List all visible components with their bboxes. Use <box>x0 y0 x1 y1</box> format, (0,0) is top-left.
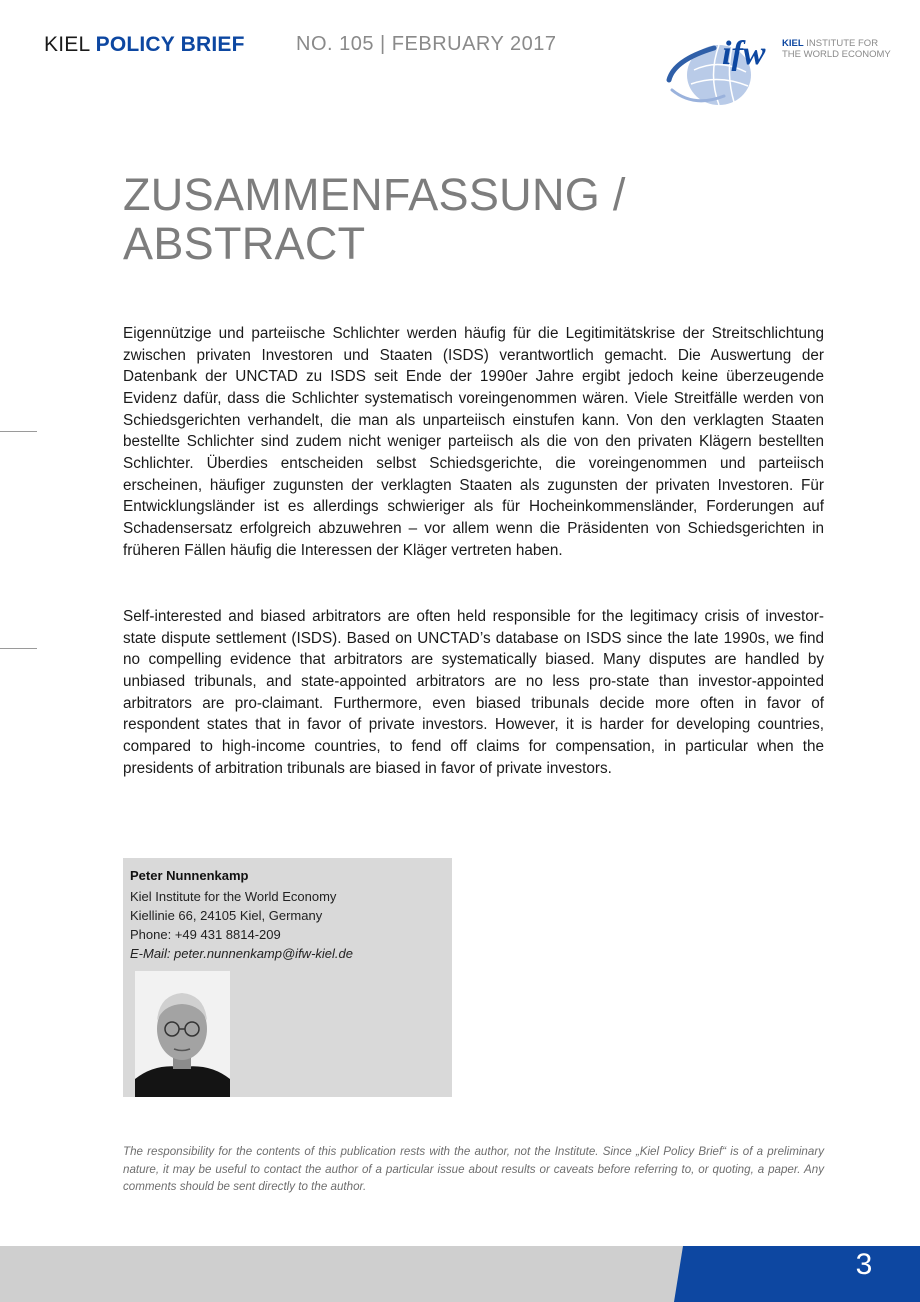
author-info-box <box>123 858 452 1097</box>
logo-text <box>782 39 891 60</box>
logo-line2: THE WORLD ECONOMY <box>782 48 891 60</box>
abstract-english: Self-interested and biased arbitrators are often held responsible for the legitimacy crisis of investor-state dispute settlement (ISDS). Based on UNCTAD’s database on ISDS since the late 1990s, we find no compelling evidence that arbitrators are systematically biased. Many disputes are handled by unbiased tribunals, and state-appointed arbitrators are no less pro-state than investor-appointed arbitrators are pro-claimant. Furthermore, even biased tribunals decide more often in favor of respondent states that in favor of private investors. However, it is harder for developing countries, compared to high-income countries, to fend off claims for compensation, in particular when the presidents of arbitration tribunals are biased in favor of private investors. <box>123 608 824 777</box>
ifw-logo <box>664 20 904 110</box>
page-number: 3 <box>855 1248 873 1281</box>
author-name: Peter Nunnenkamp <box>130 868 249 883</box>
author-phone: Phone: +49 431 8814-209 <box>130 927 281 942</box>
fold-mark-middle <box>0 648 37 649</box>
fold-mark-top <box>0 431 37 432</box>
page-title <box>123 170 626 268</box>
page-title-line1: ZUSAMMENFASSUNG / <box>123 169 626 220</box>
author-email[interactable]: E-Mail: peter.nunnenkamp@ifw-kiel.de <box>130 946 353 961</box>
series-title-policy-brief: POLICY BRIEF <box>95 33 245 56</box>
logo-line1: INSTITUTE FOR <box>806 38 879 49</box>
series-title <box>44 33 245 57</box>
author-institute: Kiel Institute for the World Economy <box>130 889 337 904</box>
footer-page-tab <box>0 1246 920 1302</box>
abstract-german: Eigennützige und parteiische Schlichter werden häufig für die Legitimitätskrise der Streitschlichtung zwischen privaten Investoren und Staaten (ISDS) verantwortlich gemacht. Die Auswertung der Datenbank der UNCTAD zu ISDS seit Ende der 1990er Jahre ergibt jedoch keine überzeugende Evidenz dafür, dass die Schlichter systematisch voreingenommen wären. Viele Streitfälle werden von Schiedsgerichten verhandelt, die man als unparteiisch einstufen kann. Von den verklagten Staaten bestellte Schlichter sind zudem nicht weniger parteiisch als die von den privaten Klägern bestellten Schlichter. Überdies entscheiden selbst Schiedsgerichte, die voreingenommen und parteiisch erscheinen, häufiger zugunsten der verklagten Staaten als zugunsten der privaten Investoren. Für Entwicklungsländer ist es allerdings schwieriger als für Hocheinkommensländer, Forderungen auf Schadensersatz erfolgreich abzuwehren – vor allem wenn die Präsidenten von Schiedsgerichten in früheren Fällen häufig die Interessen der Kläger vertreten haben. <box>123 325 824 559</box>
series-title-kiel: KIEL <box>44 33 90 56</box>
issue-info: NO. 105 | FEBRUARY 2017 <box>296 33 557 55</box>
logo-mark: ifw <box>722 35 766 72</box>
author-photo <box>135 971 230 1097</box>
disclaimer-text: The responsibility for the contents of this publication rests with the author, not the Institute. Since „Kiel Policy Brief“ is of a preliminary nature, it may be useful to contact the author of a particular issue about results or caveats before referring to, or quoting, a paper. Any comments should be sent directly to the author. <box>123 1145 824 1194</box>
page-title-line2: ABSTRACT <box>123 218 366 269</box>
author-address: Kiellinie 66, 24105 Kiel, Germany <box>130 908 323 923</box>
logo-kiel: KIEL <box>782 38 804 49</box>
